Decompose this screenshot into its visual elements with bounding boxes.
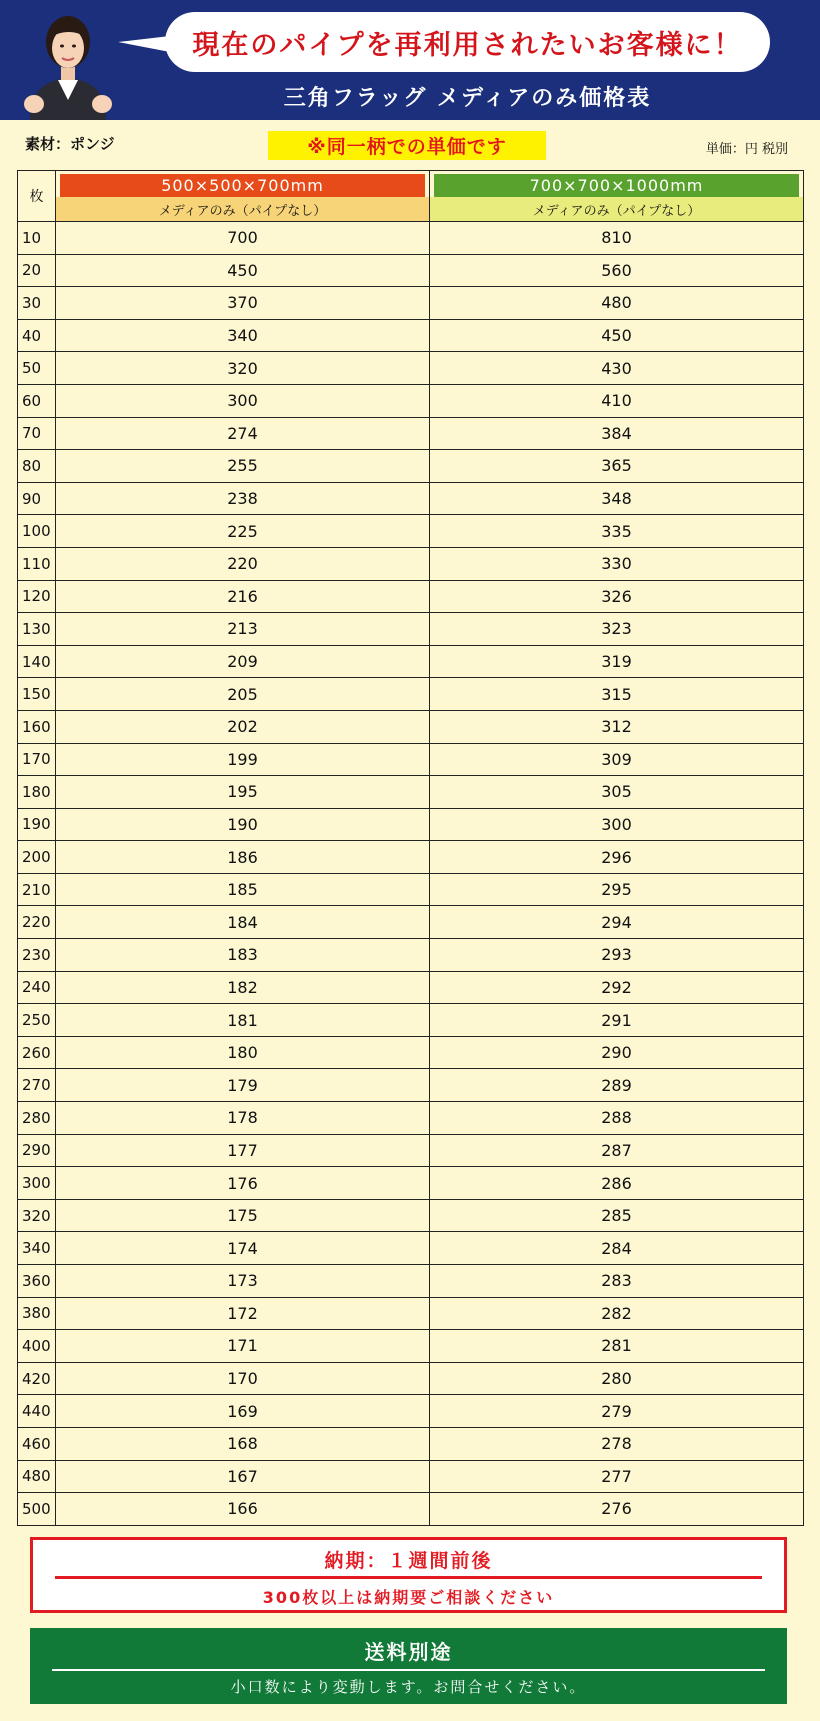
qty-cell: 70 bbox=[18, 417, 56, 450]
qty-cell: 180 bbox=[18, 776, 56, 809]
table-row bbox=[18, 1330, 804, 1363]
qty-column-header: 枚 bbox=[18, 171, 56, 222]
price-a-cell: 172 bbox=[56, 1297, 430, 1330]
table-row bbox=[18, 417, 804, 450]
price-b-cell: 288 bbox=[430, 1102, 804, 1135]
price-b-cell: 335 bbox=[430, 515, 804, 548]
price-a-cell: 199 bbox=[56, 743, 430, 776]
price-a-cell: 167 bbox=[56, 1460, 430, 1493]
qty-cell: 90 bbox=[18, 482, 56, 515]
price-b-cell: 290 bbox=[430, 1036, 804, 1069]
price-b-cell: 293 bbox=[430, 939, 804, 972]
price-b-cell: 480 bbox=[430, 287, 804, 320]
price-table bbox=[17, 170, 803, 1526]
qty-cell: 100 bbox=[18, 515, 56, 548]
price-unit-label: 単価：円 税別 bbox=[705, 142, 788, 157]
table-row bbox=[18, 1167, 804, 1200]
qty-cell: 150 bbox=[18, 678, 56, 711]
price-b-cell: 295 bbox=[430, 873, 804, 906]
price-a-cell: 171 bbox=[56, 1330, 430, 1363]
price-a-cell: 170 bbox=[56, 1362, 430, 1395]
headline-text: 現在のパイプを再利用されたいお客様に！ bbox=[192, 29, 743, 61]
price-a-cell: 174 bbox=[56, 1232, 430, 1265]
price-a-cell: 175 bbox=[56, 1199, 430, 1232]
table-row bbox=[18, 352, 804, 385]
delivery-title: 納期：１週間前後 bbox=[324, 1550, 493, 1572]
delivery-box bbox=[30, 1537, 787, 1613]
table-row bbox=[18, 1199, 804, 1232]
price-b-cell: 282 bbox=[430, 1297, 804, 1330]
table-row bbox=[18, 1460, 804, 1493]
price-b-cell: 285 bbox=[430, 1199, 804, 1232]
price-b-cell: 315 bbox=[430, 678, 804, 711]
qty-cell: 210 bbox=[18, 873, 56, 906]
price-b-cell: 280 bbox=[430, 1362, 804, 1395]
price-a-cell: 176 bbox=[56, 1167, 430, 1200]
qty-cell: 160 bbox=[18, 710, 56, 743]
price-b-cell: 286 bbox=[430, 1167, 804, 1200]
product-b-header bbox=[430, 171, 804, 222]
price-b-cell: 292 bbox=[430, 971, 804, 1004]
price-a-cell: 166 bbox=[56, 1493, 430, 1526]
table-row bbox=[18, 450, 804, 483]
qty-cell: 340 bbox=[18, 1232, 56, 1265]
table-row bbox=[18, 613, 804, 646]
material-label: 素材：ポンジ bbox=[25, 135, 115, 153]
table-row bbox=[18, 776, 804, 809]
qty-cell: 220 bbox=[18, 906, 56, 939]
price-b-cell: 283 bbox=[430, 1265, 804, 1298]
price-a-cell: 183 bbox=[56, 939, 430, 972]
table-row bbox=[18, 547, 804, 580]
table-row bbox=[18, 1134, 804, 1167]
price-b-cell: 319 bbox=[430, 645, 804, 678]
delivery-note: 300枚以上は納期要ご相談ください bbox=[262, 1588, 555, 1607]
table-row bbox=[18, 1362, 804, 1395]
table-row bbox=[18, 1395, 804, 1428]
unit-price-notice: ※同一柄での単価です bbox=[268, 131, 546, 160]
table-row bbox=[18, 1102, 804, 1135]
price-a-cell: 182 bbox=[56, 971, 430, 1004]
price-a-cell: 370 bbox=[56, 287, 430, 320]
header-banner bbox=[0, 0, 820, 120]
table-row bbox=[18, 319, 804, 352]
price-a-cell: 209 bbox=[56, 645, 430, 678]
price-a-cell: 220 bbox=[56, 547, 430, 580]
qty-cell: 250 bbox=[18, 1004, 56, 1037]
table-row bbox=[18, 1265, 804, 1298]
table-header-row bbox=[18, 171, 804, 222]
price-a-cell: 186 bbox=[56, 841, 430, 874]
table-row bbox=[18, 743, 804, 776]
price-a-cell: 168 bbox=[56, 1427, 430, 1460]
shipping-divider bbox=[52, 1669, 765, 1671]
qty-cell: 230 bbox=[18, 939, 56, 972]
price-a-cell: 255 bbox=[56, 450, 430, 483]
price-b-cell: 278 bbox=[430, 1427, 804, 1460]
qty-cell: 20 bbox=[18, 254, 56, 287]
price-a-cell: 216 bbox=[56, 580, 430, 613]
qty-cell: 200 bbox=[18, 841, 56, 874]
price-a-cell: 238 bbox=[56, 482, 430, 515]
qty-cell: 440 bbox=[18, 1395, 56, 1428]
price-b-cell: 810 bbox=[430, 222, 804, 255]
price-a-cell: 450 bbox=[56, 254, 430, 287]
product-a-media: メディアのみ（パイプなし） bbox=[56, 197, 429, 221]
table-row bbox=[18, 971, 804, 1004]
table-row bbox=[18, 710, 804, 743]
price-b-cell: 277 bbox=[430, 1460, 804, 1493]
table-row bbox=[18, 1004, 804, 1037]
price-b-cell: 348 bbox=[430, 482, 804, 515]
price-a-cell: 180 bbox=[56, 1036, 430, 1069]
table-row bbox=[18, 939, 804, 972]
price-b-cell: 291 bbox=[430, 1004, 804, 1037]
qty-cell: 320 bbox=[18, 1199, 56, 1232]
price-b-cell: 296 bbox=[430, 841, 804, 874]
price-b-cell: 300 bbox=[430, 808, 804, 841]
qty-cell: 50 bbox=[18, 352, 56, 385]
price-a-cell: 190 bbox=[56, 808, 430, 841]
qty-cell: 10 bbox=[18, 222, 56, 255]
qty-cell: 110 bbox=[18, 547, 56, 580]
price-a-cell: 225 bbox=[56, 515, 430, 548]
table-row bbox=[18, 515, 804, 548]
table-row bbox=[18, 906, 804, 939]
price-b-cell: 430 bbox=[430, 352, 804, 385]
table-row bbox=[18, 384, 804, 417]
table-row bbox=[18, 222, 804, 255]
qty-cell: 420 bbox=[18, 1362, 56, 1395]
shipping-box bbox=[30, 1628, 787, 1704]
delivery-divider bbox=[55, 1576, 762, 1579]
price-b-cell: 450 bbox=[430, 319, 804, 352]
table-row bbox=[18, 808, 804, 841]
price-b-cell: 305 bbox=[430, 776, 804, 809]
qty-cell: 300 bbox=[18, 1167, 56, 1200]
shipping-note: 小口数により変動します。お問合せください。 bbox=[230, 1678, 587, 1696]
price-b-cell: 365 bbox=[430, 450, 804, 483]
qty-cell: 280 bbox=[18, 1102, 56, 1135]
page-title: 三角フラッグ メディアのみ価格表 bbox=[283, 85, 652, 111]
qty-cell: 30 bbox=[18, 287, 56, 320]
qty-cell: 190 bbox=[18, 808, 56, 841]
price-b-cell: 312 bbox=[430, 710, 804, 743]
qty-cell: 500 bbox=[18, 1493, 56, 1526]
qty-cell: 40 bbox=[18, 319, 56, 352]
price-b-cell: 287 bbox=[430, 1134, 804, 1167]
qty-cell: 270 bbox=[18, 1069, 56, 1102]
price-a-cell: 274 bbox=[56, 417, 430, 450]
price-b-cell: 309 bbox=[430, 743, 804, 776]
table-row bbox=[18, 645, 804, 678]
price-a-cell: 205 bbox=[56, 678, 430, 711]
table-row bbox=[18, 482, 804, 515]
qty-cell: 360 bbox=[18, 1265, 56, 1298]
price-b-cell: 323 bbox=[430, 613, 804, 646]
qty-cell: 140 bbox=[18, 645, 56, 678]
price-b-cell: 330 bbox=[430, 547, 804, 580]
table-row bbox=[18, 1232, 804, 1265]
price-b-cell: 384 bbox=[430, 417, 804, 450]
table-row bbox=[18, 254, 804, 287]
price-a-cell: 173 bbox=[56, 1265, 430, 1298]
table-row bbox=[18, 1297, 804, 1330]
qty-cell: 80 bbox=[18, 450, 56, 483]
price-table-body bbox=[18, 222, 804, 1526]
product-b-media: メディアのみ（パイプなし） bbox=[430, 197, 803, 221]
table-row bbox=[18, 1036, 804, 1069]
price-a-cell: 179 bbox=[56, 1069, 430, 1102]
price-b-cell: 281 bbox=[430, 1330, 804, 1363]
qty-cell: 380 bbox=[18, 1297, 56, 1330]
staff-avatar bbox=[12, 4, 124, 120]
price-b-cell: 276 bbox=[430, 1493, 804, 1526]
price-a-cell: 181 bbox=[56, 1004, 430, 1037]
price-b-cell: 326 bbox=[430, 580, 804, 613]
product-a-size: 500×500×700mm bbox=[60, 174, 425, 197]
table-row bbox=[18, 287, 804, 320]
qty-cell: 170 bbox=[18, 743, 56, 776]
product-a-header bbox=[56, 171, 430, 222]
table-row bbox=[18, 1427, 804, 1460]
price-a-cell: 177 bbox=[56, 1134, 430, 1167]
price-a-cell: 320 bbox=[56, 352, 430, 385]
table-row bbox=[18, 580, 804, 613]
table-row bbox=[18, 1069, 804, 1102]
table-row bbox=[18, 678, 804, 711]
price-a-cell: 184 bbox=[56, 906, 430, 939]
qty-cell: 480 bbox=[18, 1460, 56, 1493]
table-row bbox=[18, 1493, 804, 1526]
price-a-cell: 169 bbox=[56, 1395, 430, 1428]
table-row bbox=[18, 841, 804, 874]
price-a-cell: 195 bbox=[56, 776, 430, 809]
price-a-cell: 300 bbox=[56, 384, 430, 417]
price-a-cell: 185 bbox=[56, 873, 430, 906]
price-a-cell: 213 bbox=[56, 613, 430, 646]
qty-cell: 460 bbox=[18, 1427, 56, 1460]
price-b-cell: 560 bbox=[430, 254, 804, 287]
price-a-cell: 700 bbox=[56, 222, 430, 255]
qty-cell: 130 bbox=[18, 613, 56, 646]
qty-cell: 120 bbox=[18, 580, 56, 613]
qty-cell: 290 bbox=[18, 1134, 56, 1167]
qty-cell: 260 bbox=[18, 1036, 56, 1069]
price-b-cell: 410 bbox=[430, 384, 804, 417]
price-b-cell: 284 bbox=[430, 1232, 804, 1265]
headline-bubble bbox=[165, 12, 770, 72]
price-a-cell: 202 bbox=[56, 710, 430, 743]
price-a-cell: 178 bbox=[56, 1102, 430, 1135]
product-b-size: 700×700×1000mm bbox=[434, 174, 799, 197]
speech-bubble-tail bbox=[118, 36, 170, 52]
price-a-cell: 340 bbox=[56, 319, 430, 352]
shipping-title: 送料別途 bbox=[364, 1640, 453, 1664]
price-b-cell: 279 bbox=[430, 1395, 804, 1428]
table-row bbox=[18, 873, 804, 906]
price-b-cell: 289 bbox=[430, 1069, 804, 1102]
qty-cell: 240 bbox=[18, 971, 56, 1004]
qty-cell: 400 bbox=[18, 1330, 56, 1363]
price-b-cell: 294 bbox=[430, 906, 804, 939]
qty-cell: 60 bbox=[18, 384, 56, 417]
